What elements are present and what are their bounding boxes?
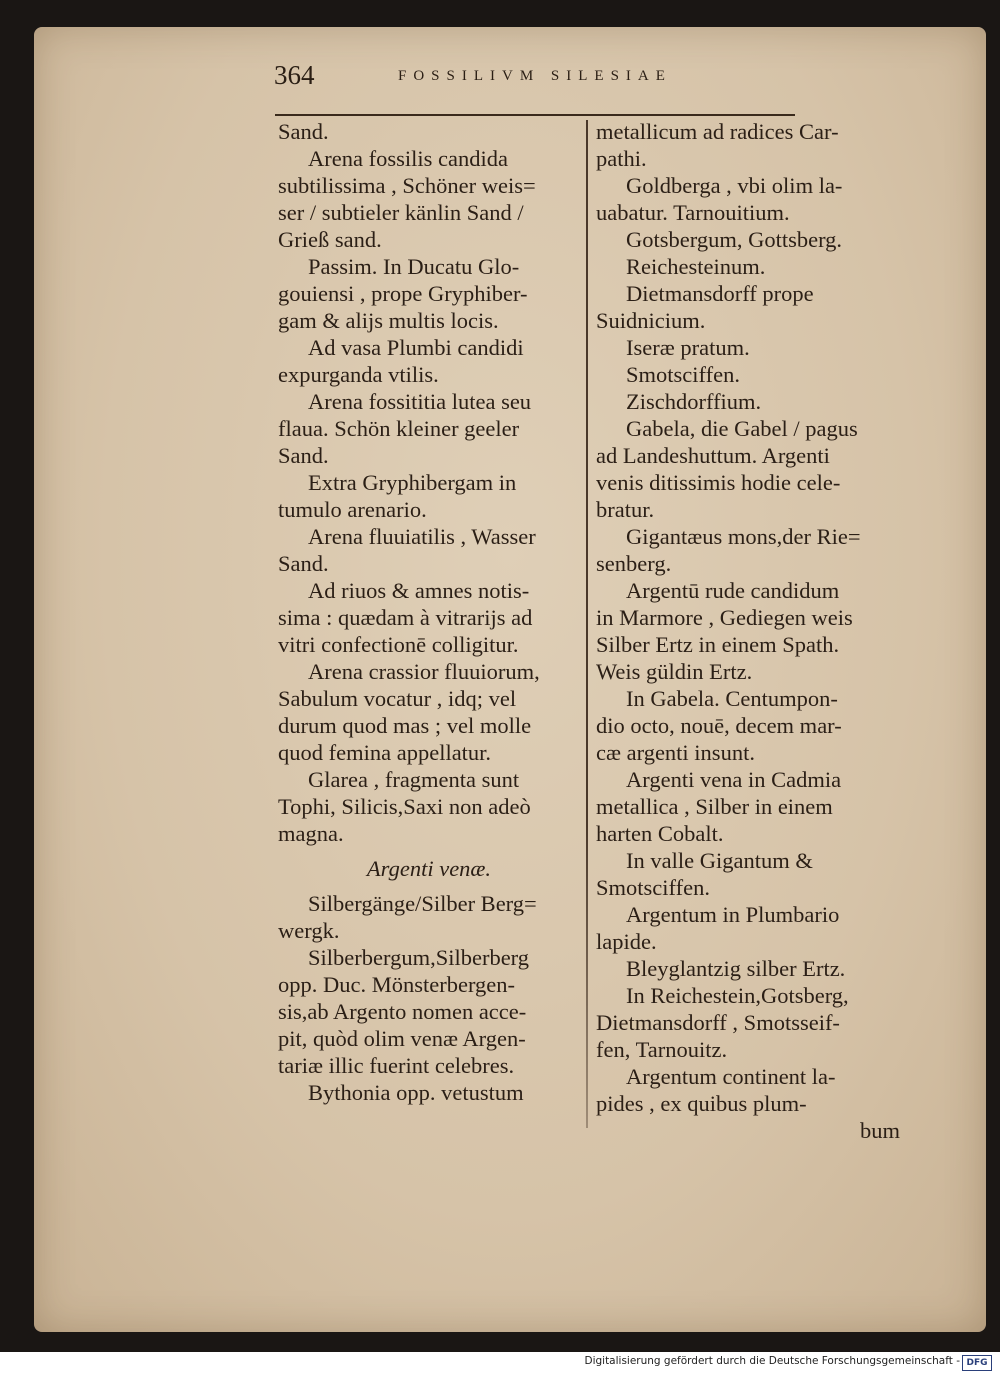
running-title: FOSSILIVM SILESIAE: [398, 68, 672, 84]
text-line: Arena crassior fluuiorum,: [308, 659, 540, 684]
text-line: Zischdorffium.: [626, 389, 762, 414]
text-line: Sand.: [278, 119, 329, 144]
text-line: Argentū rude candidum: [626, 578, 840, 603]
text-line: In Reichestein,Gotsberg,: [626, 983, 849, 1008]
footer-credit: Digitalisierung gefördert durch die Deutsche Forschungsgemeinschaft -: [584, 1355, 960, 1367]
text-line: Sabulum vocatur , idq; vel: [278, 686, 517, 711]
text-line: Extra Gryphibergam in: [308, 470, 517, 495]
text-line: pit, quòd olim venæ Argen-: [278, 1026, 526, 1051]
text-line: Gabela, die Gabel / pagus: [626, 416, 858, 441]
text-line: gam & alijs multis locis.: [278, 308, 499, 333]
text-line: wergk.: [278, 918, 340, 943]
text-line: Passim. In Ducatu Glo-: [308, 254, 520, 279]
text-line: ser / subtieler känlin Sand /: [278, 200, 524, 225]
text-line: Dietmansdorff , Smotsseif-: [596, 1010, 840, 1035]
text-line: Weis güldin Ertz.: [596, 659, 753, 684]
text-line: Tophi, Silicis,Saxi non adeò: [278, 794, 531, 819]
catchword: bum: [859, 1118, 900, 1143]
text-line: Gotsbergum, Gottsberg.: [626, 227, 843, 252]
text-line: Argentum in Plumbario: [626, 902, 840, 927]
text-line: subtilissima , Schöner weis=: [278, 173, 536, 198]
text-line: In Gabela. Centumpon-: [626, 686, 838, 711]
text-line: Arena fluuiatilis , Wasser: [308, 524, 536, 549]
text-line: Silber Ertz in einem Spath.: [596, 632, 840, 657]
text-line: cæ argenti insunt.: [596, 740, 755, 765]
dfg-logo: DFG: [962, 1355, 992, 1371]
text-line: In valle Gigantum &: [626, 848, 813, 873]
text-line: Suidnicium.: [596, 308, 706, 333]
section-heading: Argenti venæ.: [366, 856, 492, 881]
text-line: Gigantæus mons,der Rie=: [626, 524, 861, 549]
text-line: Sand.: [278, 551, 329, 576]
column-divider: [586, 120, 588, 1128]
text-line: sis,ab Argento nomen acce-: [278, 999, 527, 1024]
header-rule: [275, 114, 795, 116]
text-line: magna.: [278, 821, 344, 846]
text-line: Glarea , fragmenta sunt: [308, 767, 520, 792]
text-line: Dietmansdorff prope: [626, 281, 814, 306]
text-line: Grieß sand.: [278, 227, 382, 252]
page-number: 364: [274, 60, 315, 90]
text-line: Argenti vena in Cadmia: [626, 767, 842, 792]
text-line: metallica , Silber in einem: [596, 794, 833, 819]
page-header: [238, 60, 798, 96]
right-column: [596, 118, 900, 1144]
text-line: ad Landeshuttum. Argenti: [596, 443, 830, 468]
text-line: Arena fossititia lutea seu: [308, 389, 532, 414]
text-line: harten Cobalt.: [596, 821, 724, 846]
text-line: opp. Duc. Mönsterbergen-: [278, 972, 516, 997]
text-line: venis ditissimis hodie cele-: [596, 470, 841, 495]
text-line: uabatur. Tarnouitium.: [596, 200, 790, 225]
text-line: vitri confectionē colligitur.: [278, 632, 519, 657]
text-line: quod femina appellatur.: [278, 740, 492, 765]
text-line: lapide.: [596, 929, 657, 954]
text-line: Bleyglantzig silber Ertz.: [626, 956, 846, 981]
text-line: Iseræ pratum.: [626, 335, 750, 360]
text-line: expurganda vtilis.: [278, 362, 439, 387]
text-line: fen, Tarnouitz.: [596, 1037, 728, 1062]
text-line: dio octo, nouē, decem mar-: [596, 713, 842, 738]
text-line: Smotsciffen.: [626, 362, 740, 387]
text-line: flaua. Schön kleiner geeler: [278, 416, 520, 441]
text-line: durum quod mas ; vel molle: [278, 713, 532, 738]
text-line: Argentum continent la-: [626, 1064, 836, 1089]
text-line: gouiensi , prope Gryphiber-: [278, 281, 528, 306]
text-line: Arena fossilis candida: [308, 146, 508, 171]
text-line: tariæ illic fuerint celebres.: [278, 1053, 515, 1078]
text-line: in Marmore , Gediegen weis: [596, 605, 853, 630]
text-line: bratur.: [596, 497, 655, 522]
left-column: [278, 118, 580, 1106]
text-line: Ad vasa Plumbi candidi: [308, 335, 524, 360]
text-line: Silbergänge/Silber Berg=: [308, 891, 537, 916]
text-line: pides , ex quibus plum-: [596, 1091, 807, 1116]
text-line: sima : quædam à vitrarijs ad: [278, 605, 533, 630]
text-line: Silberbergum,Silberberg: [308, 945, 530, 970]
text-line: tumulo arenario.: [278, 497, 427, 522]
text-line: Reichesteinum.: [626, 254, 766, 279]
text-line: senberg.: [596, 551, 672, 576]
text-line: Smotsciffen.: [596, 875, 710, 900]
text-line: pathi.: [596, 146, 647, 171]
text-line: Bythonia opp. vetustum: [308, 1080, 524, 1105]
text-line: metallicum ad radices Car-: [596, 119, 839, 144]
text-line: Goldberga , vbi olim la-: [626, 173, 843, 198]
text-line: Ad riuos & amnes notis-: [308, 578, 530, 603]
text-line: Sand.: [278, 443, 329, 468]
footer-bar: [0, 1352, 1000, 1373]
